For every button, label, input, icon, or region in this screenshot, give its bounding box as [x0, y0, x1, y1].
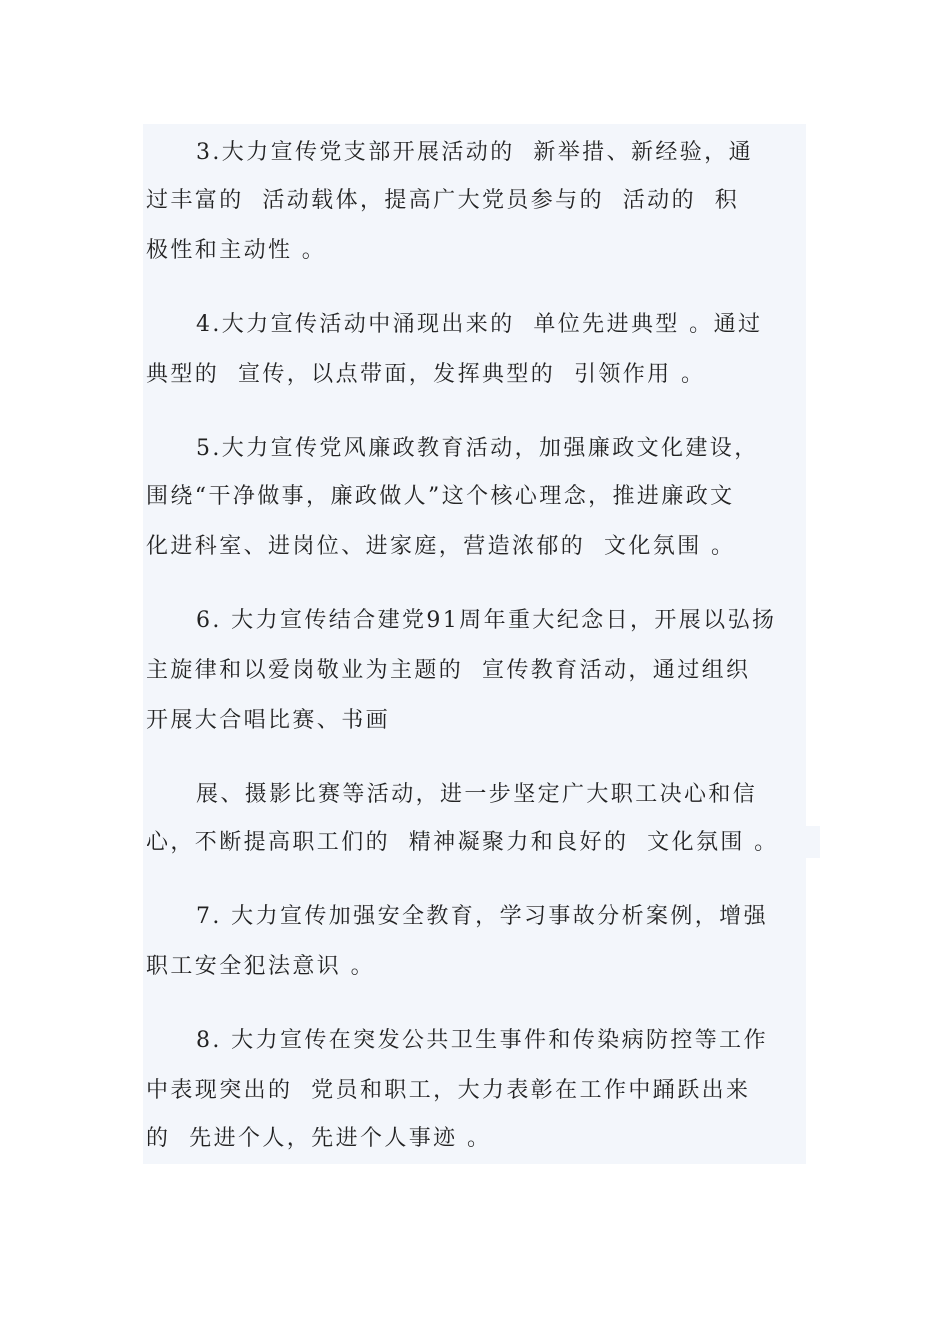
paragraph-7-line-1: 7. 大力宣传加强安全教育，学习事故分析案例，增强: [196, 904, 768, 929]
paragraph-4-line-2: 典型的 宣传，以点带面，发挥典型的 引领作用 。: [146, 362, 706, 387]
paragraph-4-line-1: 4.大力宣传活动中涌现出来的 单位先进典型 。通过: [196, 312, 763, 337]
paragraph-6-line-1: 6. 大力宣传结合建党91周年重大纪念日，开展以弘扬: [196, 608, 777, 633]
paragraph-5-line-3: 化进科室、进岗位、进家庭，营造浓郁的 文化氛围 。: [146, 534, 736, 559]
text-highlight-region: [143, 124, 806, 1164]
paragraph-3-line-1: 3.大力宣传党支部开展活动的 新举措、新经验，通: [196, 140, 753, 165]
paragraph-6-line-3: 开展大合唱比赛、书画: [146, 708, 391, 733]
paragraph-3-line-3: 极性和主动性 。: [146, 238, 327, 263]
paragraph-3-line-2: 过丰富的 活动载体，提高广大党员参与的 活动的 积: [146, 188, 740, 213]
paragraph-8-line-3: 的 先进个人，先进个人事迹 。: [146, 1126, 492, 1151]
paragraph-6-line-4: 展、摄影比赛等活动，进一步坚定广大职工决心和信: [196, 782, 758, 807]
text-highlight-region-tab: [806, 826, 820, 858]
paragraph-8-line-1: 8. 大力宣传在突发公共卫生事件和传染病防控等工作: [196, 1028, 768, 1053]
paragraph-5-line-2: 围绕“干净做事，廉政做人”这个核心理念，推进廉政文: [146, 484, 735, 509]
paragraph-6-line-2: 主旋律和以爱岗敬业为主题的 宣传教育活动，通过组织: [146, 658, 751, 683]
paragraph-7-line-2: 职工安全犯法意识 。: [146, 954, 375, 979]
paragraph-8-line-2: 中表现突出的 党员和职工，大力表彰在工作中踊跃出来: [146, 1078, 751, 1103]
paragraph-5-line-1: 5.大力宣传党风廉政教育活动，加强廉政文化建设，: [196, 436, 759, 461]
paragraph-6-line-5: 心，不断提高职工们的 精神凝聚力和良好的 文化氛围 。: [146, 830, 779, 855]
